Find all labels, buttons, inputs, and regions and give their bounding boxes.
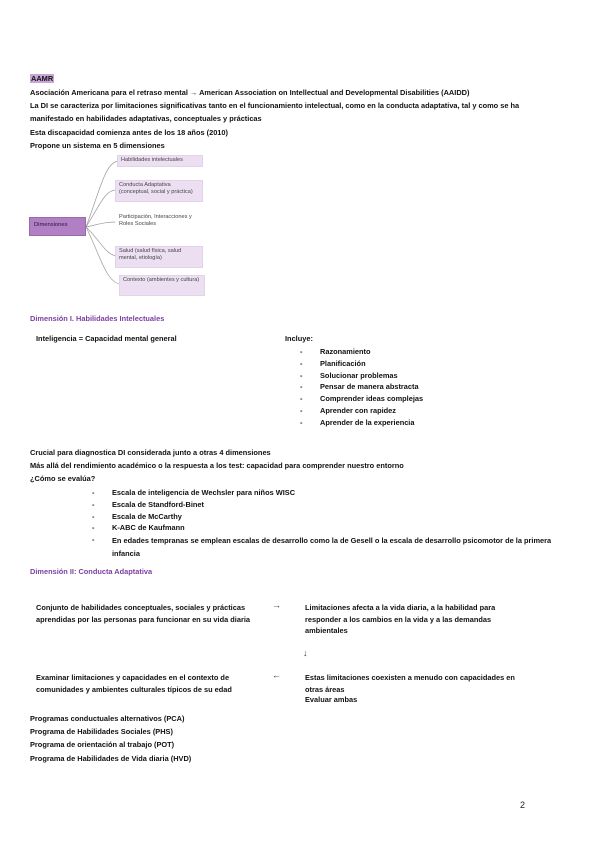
evaluation-list	[92, 488, 572, 561]
context-box: Examinar limitaciones y capacidades en el contexto de comunidades y ambientes culturales típicos de su edad	[36, 673, 232, 694]
list-item: - Escala de Standford-Binet	[92, 499, 204, 509]
title-highlight: AAMR	[31, 74, 54, 83]
list-item: - Aprender con rapidez	[300, 405, 396, 415]
dimension-2-heading: Dimensión II: Conducta Adaptativa	[30, 567, 153, 576]
intro-line-5: Propone un sistema en 5 dimensiones	[30, 141, 165, 150]
intro-line-4: Esta discapacidad comienza antes de los 18 años (2010)	[30, 128, 228, 137]
coexist-box-line-2: Evaluar ambas	[305, 695, 358, 704]
diagram-branch-5: Contexto (ambientes y cultura)	[119, 275, 205, 296]
limitations-box: Limitaciones afecta a la vida diaria, a la habilidad para responder a los cambios en la vida y a las demandas ambientales	[305, 603, 496, 635]
list-item: - Planificación	[300, 358, 366, 368]
includes-list	[300, 347, 500, 430]
diagram-branch-4: Salud (salud física, salud mental, etiología)	[115, 246, 203, 268]
arrow-down-icon: ↓	[303, 648, 308, 658]
list-item: - Razonamiento	[300, 347, 371, 356]
list-item: Programas conductuales alternativos (PCA)	[30, 714, 185, 723]
intelligence-definition: Inteligencia = Capacidad mental general	[36, 334, 177, 343]
list-item: Programa de Habilidades Sociales (PHS)	[30, 727, 173, 737]
intro-line-2: La DI se caracteriza por limitaciones significativas tanto en el funcionamiento intelectual, como en la conducta adaptativa, tal y como se ha	[30, 101, 520, 110]
includes-label: Incluye:	[285, 334, 313, 343]
arrow-left-icon: ←	[272, 670, 281, 680]
coexist-box-line-1: Estas limitaciones coexisten a menudo con capacidades en otras áreas	[305, 673, 515, 694]
list-item: Programa de Habilidades de Vida diaria (HVD)	[30, 753, 192, 763]
intro-line-3: manifestado en habilidades adaptativas, conceptuales y prácticas	[30, 114, 262, 123]
evaluation-question: ¿Cómo se evalúa?	[30, 474, 96, 483]
programs-list	[30, 714, 330, 767]
list-item: - Pensar de manera abstracta	[300, 382, 419, 392]
list-item: - K-ABC de Kaufmann	[92, 523, 185, 533]
page-number: 2	[520, 800, 526, 810]
dimension-1-note-2: Más allá del rendimiento académico o la respuesta a los test: capacidad para comprender nuestro entorno	[30, 461, 404, 470]
adaptive-definition-box: Conjunto de habilidades conceptuales, sociales y prácticas aprendidas por las personas para funcionar en su vida diaria	[36, 603, 250, 624]
dimension-1-note-1: Crucial para diagnostica DI considerada junto a otras 4 dimensiones	[30, 448, 271, 457]
diagram-branch-3: Participación, Interacciones y Roles Sociales	[115, 212, 203, 234]
intro-line-1: Asociación Americana para el retraso mental → American Association on Intellectual and Developmental Disabilities (AAIDD)	[30, 88, 470, 97]
list-item: - En edades tempranas se emplean escalas de desarrollo como la de Gesell o la escala de desarrollo psicomotor de la primera infancia	[92, 535, 552, 559]
diagram-branch-1: Habilidades intelectuales	[117, 155, 203, 167]
section-title	[30, 74, 54, 84]
list-item: - Comprender ideas complejas	[300, 394, 424, 404]
list-item: - Escala de inteligencia de Wechsler para niños WISC	[92, 488, 296, 497]
list-item: - Solucionar problemas	[300, 370, 398, 380]
list-item: Programa de orientación al trabajo (POT)	[30, 740, 175, 750]
list-item: - Escala de McCarthy	[92, 511, 182, 521]
diagram-branch-2: Conducta Adaptativa (conceptual, social y práctica)	[115, 180, 203, 202]
dimension-1-heading: Dimensión I. Habilidades Intelectuales	[30, 314, 165, 323]
arrow-right-icon: →	[272, 600, 281, 610]
diagram-root-dimensiones: Dimensiones	[29, 217, 86, 236]
list-item: - Aprender de la experiencia	[300, 417, 415, 427]
